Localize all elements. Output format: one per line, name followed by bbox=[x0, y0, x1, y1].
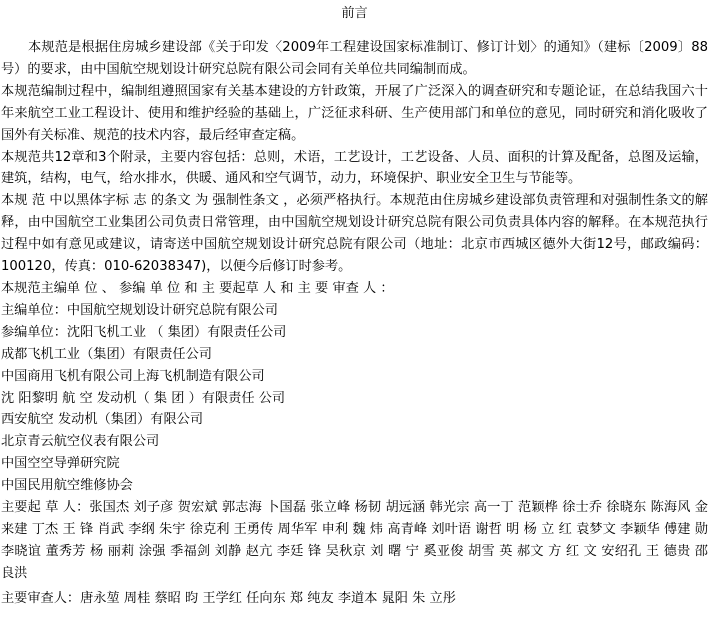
participating-unit: 西安航空 发动机（集团）有限公司 bbox=[1, 412, 204, 428]
participating-unit: 中国商用飞机有限公司上海飞机制造有限公司 bbox=[1, 368, 265, 384]
paragraph-process: 本规范编制过程中，编制组遵照国家有关基本建设的方针政策，开展了广泛深入的调查研究和专题论证，在总结我国六十年来航空工业工程设计、使用和维护经验的基础上，广泛征求科研、生产使用部门和单位的意见，同时研究和消化吸收了国外有关标准、规范的技术内容，最后经审查定稿。 bbox=[1, 83, 708, 143]
participating-unit: 参编单位：沈阳飞机工业 （ 集团）有限责任公司 bbox=[1, 324, 287, 340]
main-reviewers: 主要审查人：唐永堃 周桂 蔡昭 昀 王学红 任向东 郑 纯友 李道本 晁阳 朱 立彤 bbox=[1, 590, 456, 606]
page-title: 前言 bbox=[341, 6, 368, 21]
paragraph-contents: 本规范共12章和3个附录，主要内容包括：总则，术语，工艺设计，工艺设备、人员、面积的计算及配备，总图及运输，建筑，结构，电气，给水排水，供暖、通风和空气调节，动力，环境保护、职业安全卫生与节能等。 bbox=[1, 149, 708, 187]
participating-unit: 北京青云航空仪表有限公司 bbox=[1, 434, 160, 450]
paragraph-origin: 本规范是根据住房城乡建设部《关于印发〈2009年工程建设国家标准制订、修订计划〉的通知》（建标〔2009〕88号）的要求，由中国航空规划设计研究总院有限公司会同有关单位共同编制而成。 bbox=[1, 40, 708, 77]
participating-unit: 中国民用航空维修协会 bbox=[1, 478, 133, 494]
participating-unit: 沈 阳黎明 航 空 发动机（ 集 团 ）有限责任 公司 bbox=[1, 390, 286, 406]
chief-editor-unit: 主编单位：中国航空规划设计研究总院有限公司 bbox=[1, 302, 278, 318]
paragraph-units-heading: 本规范主编单 位 、 参编 单 位 和 主 要起草 人 和 主 要 审查 人 ： bbox=[1, 280, 394, 296]
participating-unit: 中国空空导弹研究院 bbox=[1, 456, 120, 472]
paragraph-mandatory: 本规 范 中以黑体字标 志 的条文 为 强制性条文 ，必须严格执行。本规范由住房城乡建设部负责管理和对强制性条文的解释，由中国航空工业集团公司负责日常管理，由中国航空规划设计研究总院有限公司负责具体内容的解释。在本规范执行过程中如有意见或建议，请寄送中国航空规划设计研究总院有限公司（地址：北京市西城区德外大街12号，邮政编码：100120，传真：010-62038347)，以便今后修订时参考。 bbox=[1, 193, 708, 275]
participating-unit: 成都飞机工业（集团）有限责任公司 bbox=[1, 346, 212, 362]
main-drafters: 主要起 草 人：张国杰 刘子彦 贺宏斌 郭志海 卜国磊 张立峰 杨韧 胡远涵 韩光宗 高一丁 范颖桦 徐士乔 徐晓东 陈海风 金来建 丁杰 王 锋 肖武 李纲 朱宇 徐克利 王勇传 周华军 申利 魏 炜 高青峰 刘叶语 谢哲 明 杨 立 红 袁梦文 李颖华 傅建 勋 李晓谊 董秀芳 杨 丽莉 涂强 季福剑 刘静 赵亢 李廷 锋 吴秋京 刘 曙 宁 奚亚俊 胡雪 英 郝文 方 红 文 安绍孔 王 德贵 邵良洪 bbox=[1, 500, 708, 581]
